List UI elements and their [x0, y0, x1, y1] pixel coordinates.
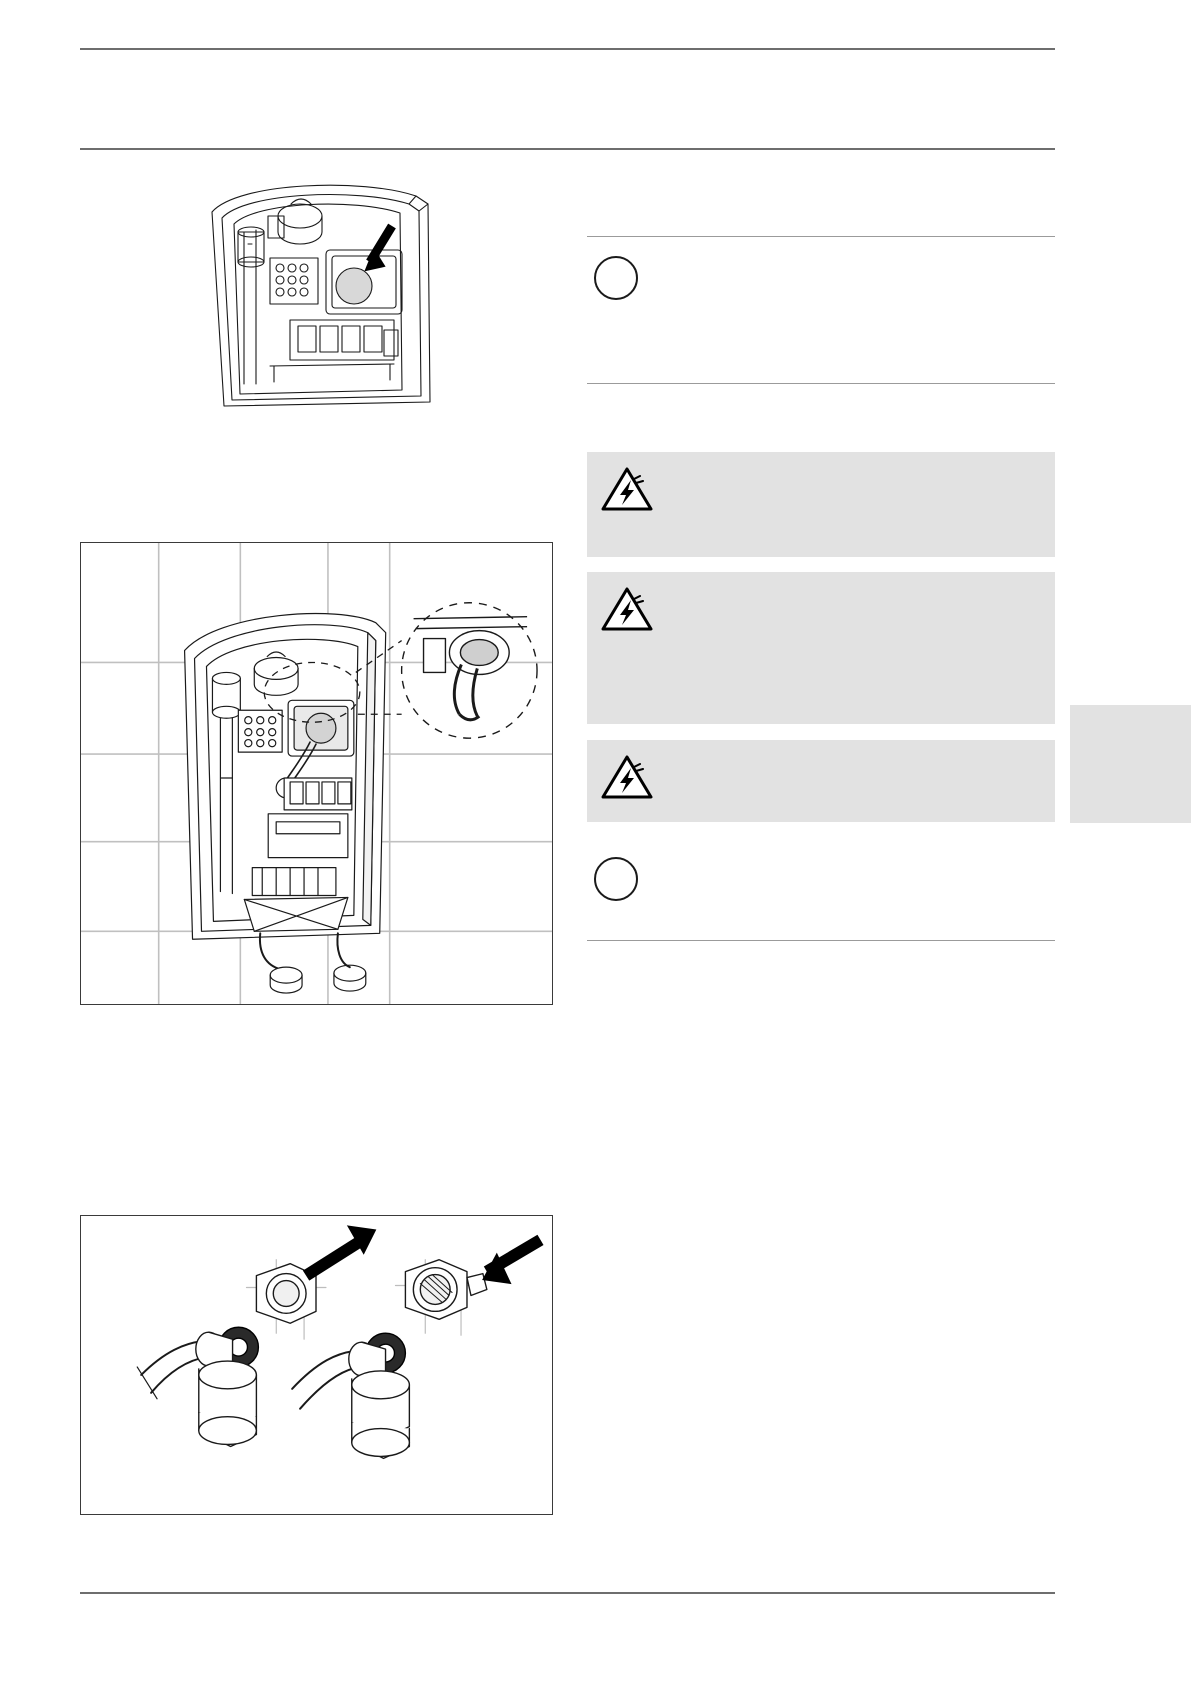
figure-appliance-installed	[80, 542, 553, 1005]
electric-hazard-icon	[601, 754, 653, 800]
figure-1-drawing	[178, 170, 460, 412]
warning-box-3	[587, 740, 1055, 822]
figure-2-drawing	[81, 543, 552, 1004]
warning-1-text	[665, 468, 1041, 545]
footer-rule	[80, 1592, 1055, 1594]
note-1-text	[660, 256, 1050, 366]
warning-2-text	[665, 588, 1041, 712]
header-rule	[80, 48, 1055, 50]
subheader-rule	[80, 148, 1055, 150]
warning-box-2	[587, 572, 1055, 724]
electric-hazard-icon	[601, 466, 653, 512]
figure-3-drawing	[81, 1216, 552, 1514]
circle-note-icon	[594, 857, 638, 901]
electric-hazard-icon	[601, 586, 653, 632]
arrow-to-module	[366, 226, 392, 270]
circle-note-icon	[594, 256, 638, 300]
page-side-tab	[1070, 705, 1191, 823]
warning-3-text	[665, 756, 1041, 810]
note-2-rule-bottom	[587, 940, 1055, 941]
figure-water-connections	[80, 1215, 553, 1515]
warning-box-1	[587, 452, 1055, 557]
assembly-arrow-right	[483, 1240, 541, 1284]
note-1-rule-top	[587, 236, 1055, 237]
note-2-text	[660, 857, 1050, 917]
assembly-arrow-left	[306, 1226, 376, 1276]
figure-appliance-module	[178, 170, 460, 412]
note-1-rule-bottom	[587, 383, 1055, 384]
